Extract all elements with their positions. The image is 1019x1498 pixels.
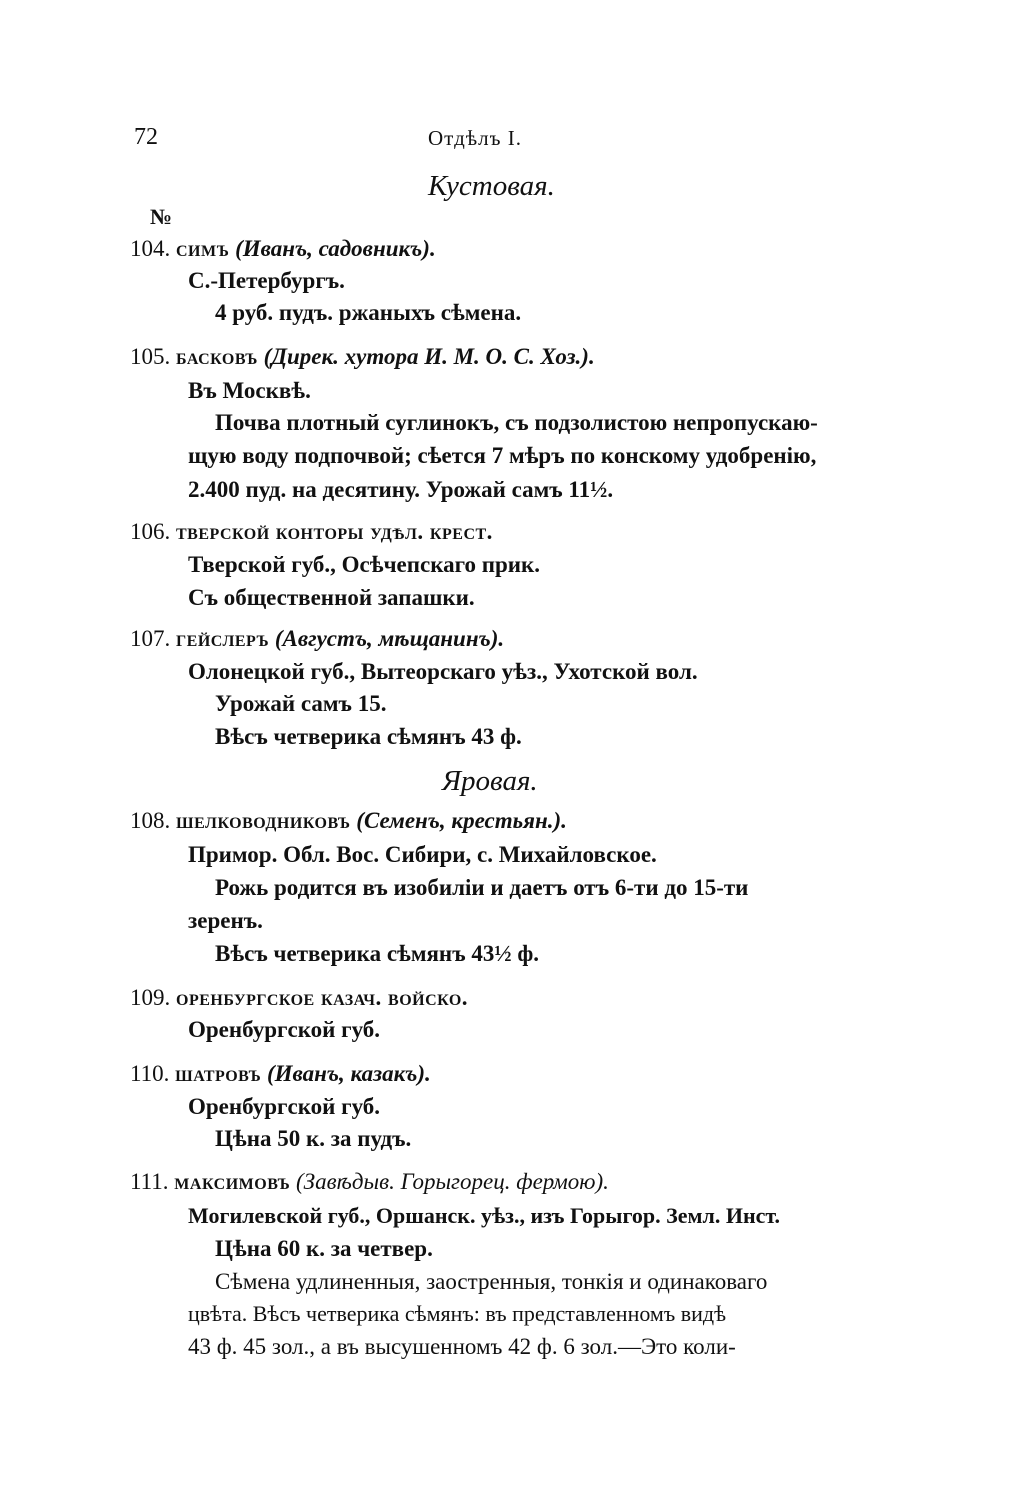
entry-number: 109. (130, 985, 171, 1010)
entry-number: 110. (130, 1061, 170, 1086)
entry-line: Цѣна 60 к. за четвер. (215, 1236, 433, 1261)
entry-name: гейслеръ (176, 626, 270, 651)
entry-line: С.-Петербургъ. (188, 268, 345, 293)
entry-line: Могилевской губ., Оршанск. уѣз., изъ Горыгор. Земл. Инст. (188, 1203, 781, 1228)
entry-line: зеренъ. (188, 908, 263, 933)
entry-name: басковъ (176, 344, 258, 369)
entry-number: 107. (130, 626, 171, 651)
entry-desc: (Иванъ, казакъ). (266, 1061, 431, 1086)
entry-line: Вѣсъ четверика сѣмянъ 43 ф. (215, 724, 522, 749)
entry-line: Урожай самъ 15. (215, 691, 387, 716)
entry-line: Примор. Обл. Вос. Сибири, с. Михайловское. (188, 842, 657, 867)
entry-line: Вѣсъ четверика сѣмянъ 43½ ф. (215, 941, 540, 966)
entry-line: Съ общественной запашки. (188, 585, 475, 610)
entry-line: Оренбургской губ. (188, 1017, 381, 1042)
entry-line: цвѣта. Вѣсъ четверика сѣмянъ: въ представленномъ видѣ (188, 1301, 727, 1326)
entry-number: 106. (130, 519, 171, 544)
entry-line: Въ Москвѣ. (188, 378, 311, 403)
entry-desc: (Семенъ, крестьян.). (356, 808, 567, 833)
entry-line: щую воду подпочвой; сѣется 7 мѣръ по конскому удобренію, (188, 443, 817, 468)
entry-number: 104. (130, 236, 171, 261)
entry-name: оренбургское казач. войско. (176, 985, 469, 1010)
entry-line: Сѣмена удлиненныя, заостренныя, тонкія и одинаковаго (215, 1269, 768, 1294)
entry-line: Почва плотный суглинокъ, съ подзолистою непропускаю- (215, 410, 818, 435)
entry-name: шелководниковъ (176, 808, 351, 833)
entry-line: Цѣна 50 к. за пудъ. (215, 1126, 412, 1151)
entry-number: 108. (130, 808, 171, 833)
entry-line: Оренбургской губ. (188, 1094, 381, 1119)
entry-line: Олонецкой губ., Вытеорскаго уѣз., Ухотской вол. (188, 659, 698, 684)
entry-number: 111. (130, 1169, 169, 1194)
entry-line: Тверской губ., Осѣчепскаго прик. (188, 552, 541, 577)
entry-line: 4 руб. пудъ. ржаныхъ сѣмена. (215, 300, 522, 325)
section-title-yarovaya: Яровая. (442, 765, 538, 797)
running-header: Отдѣлъ I. (428, 126, 522, 150)
entry-number: 105. (130, 344, 171, 369)
page-number: 72 (134, 124, 158, 150)
entry-desc: (Августъ, мѣщанинъ). (274, 626, 505, 651)
entry-desc: (Завѣдыв. Горыгорец. фермою). (296, 1169, 609, 1194)
entry-line: 2.400 пуд. на десятину. Урожай самъ 11½. (188, 477, 614, 502)
entry-line: Рожь родится въ изобиліи и даетъ отъ 6-ти до 15-ти (215, 875, 749, 900)
entry-name: максимовъ (174, 1169, 291, 1194)
entry-line: 43 ф. 45 зол., а въ высушенномъ 42 ф. 6 зол.—Это коли- (188, 1334, 736, 1359)
entry-desc: (Иванъ, садовникъ). (235, 236, 436, 261)
entry-name: шатровъ (175, 1061, 262, 1086)
entry-desc: (Дирек. хутора И. М. О. С. Хоз.). (263, 344, 595, 369)
section-title-kustovaya: Кустовая. (428, 170, 555, 202)
entry-name: тверской конторы удѣл. крест. (176, 519, 493, 544)
number-column-header: № (150, 204, 173, 229)
entry-name: симъ (176, 236, 230, 261)
